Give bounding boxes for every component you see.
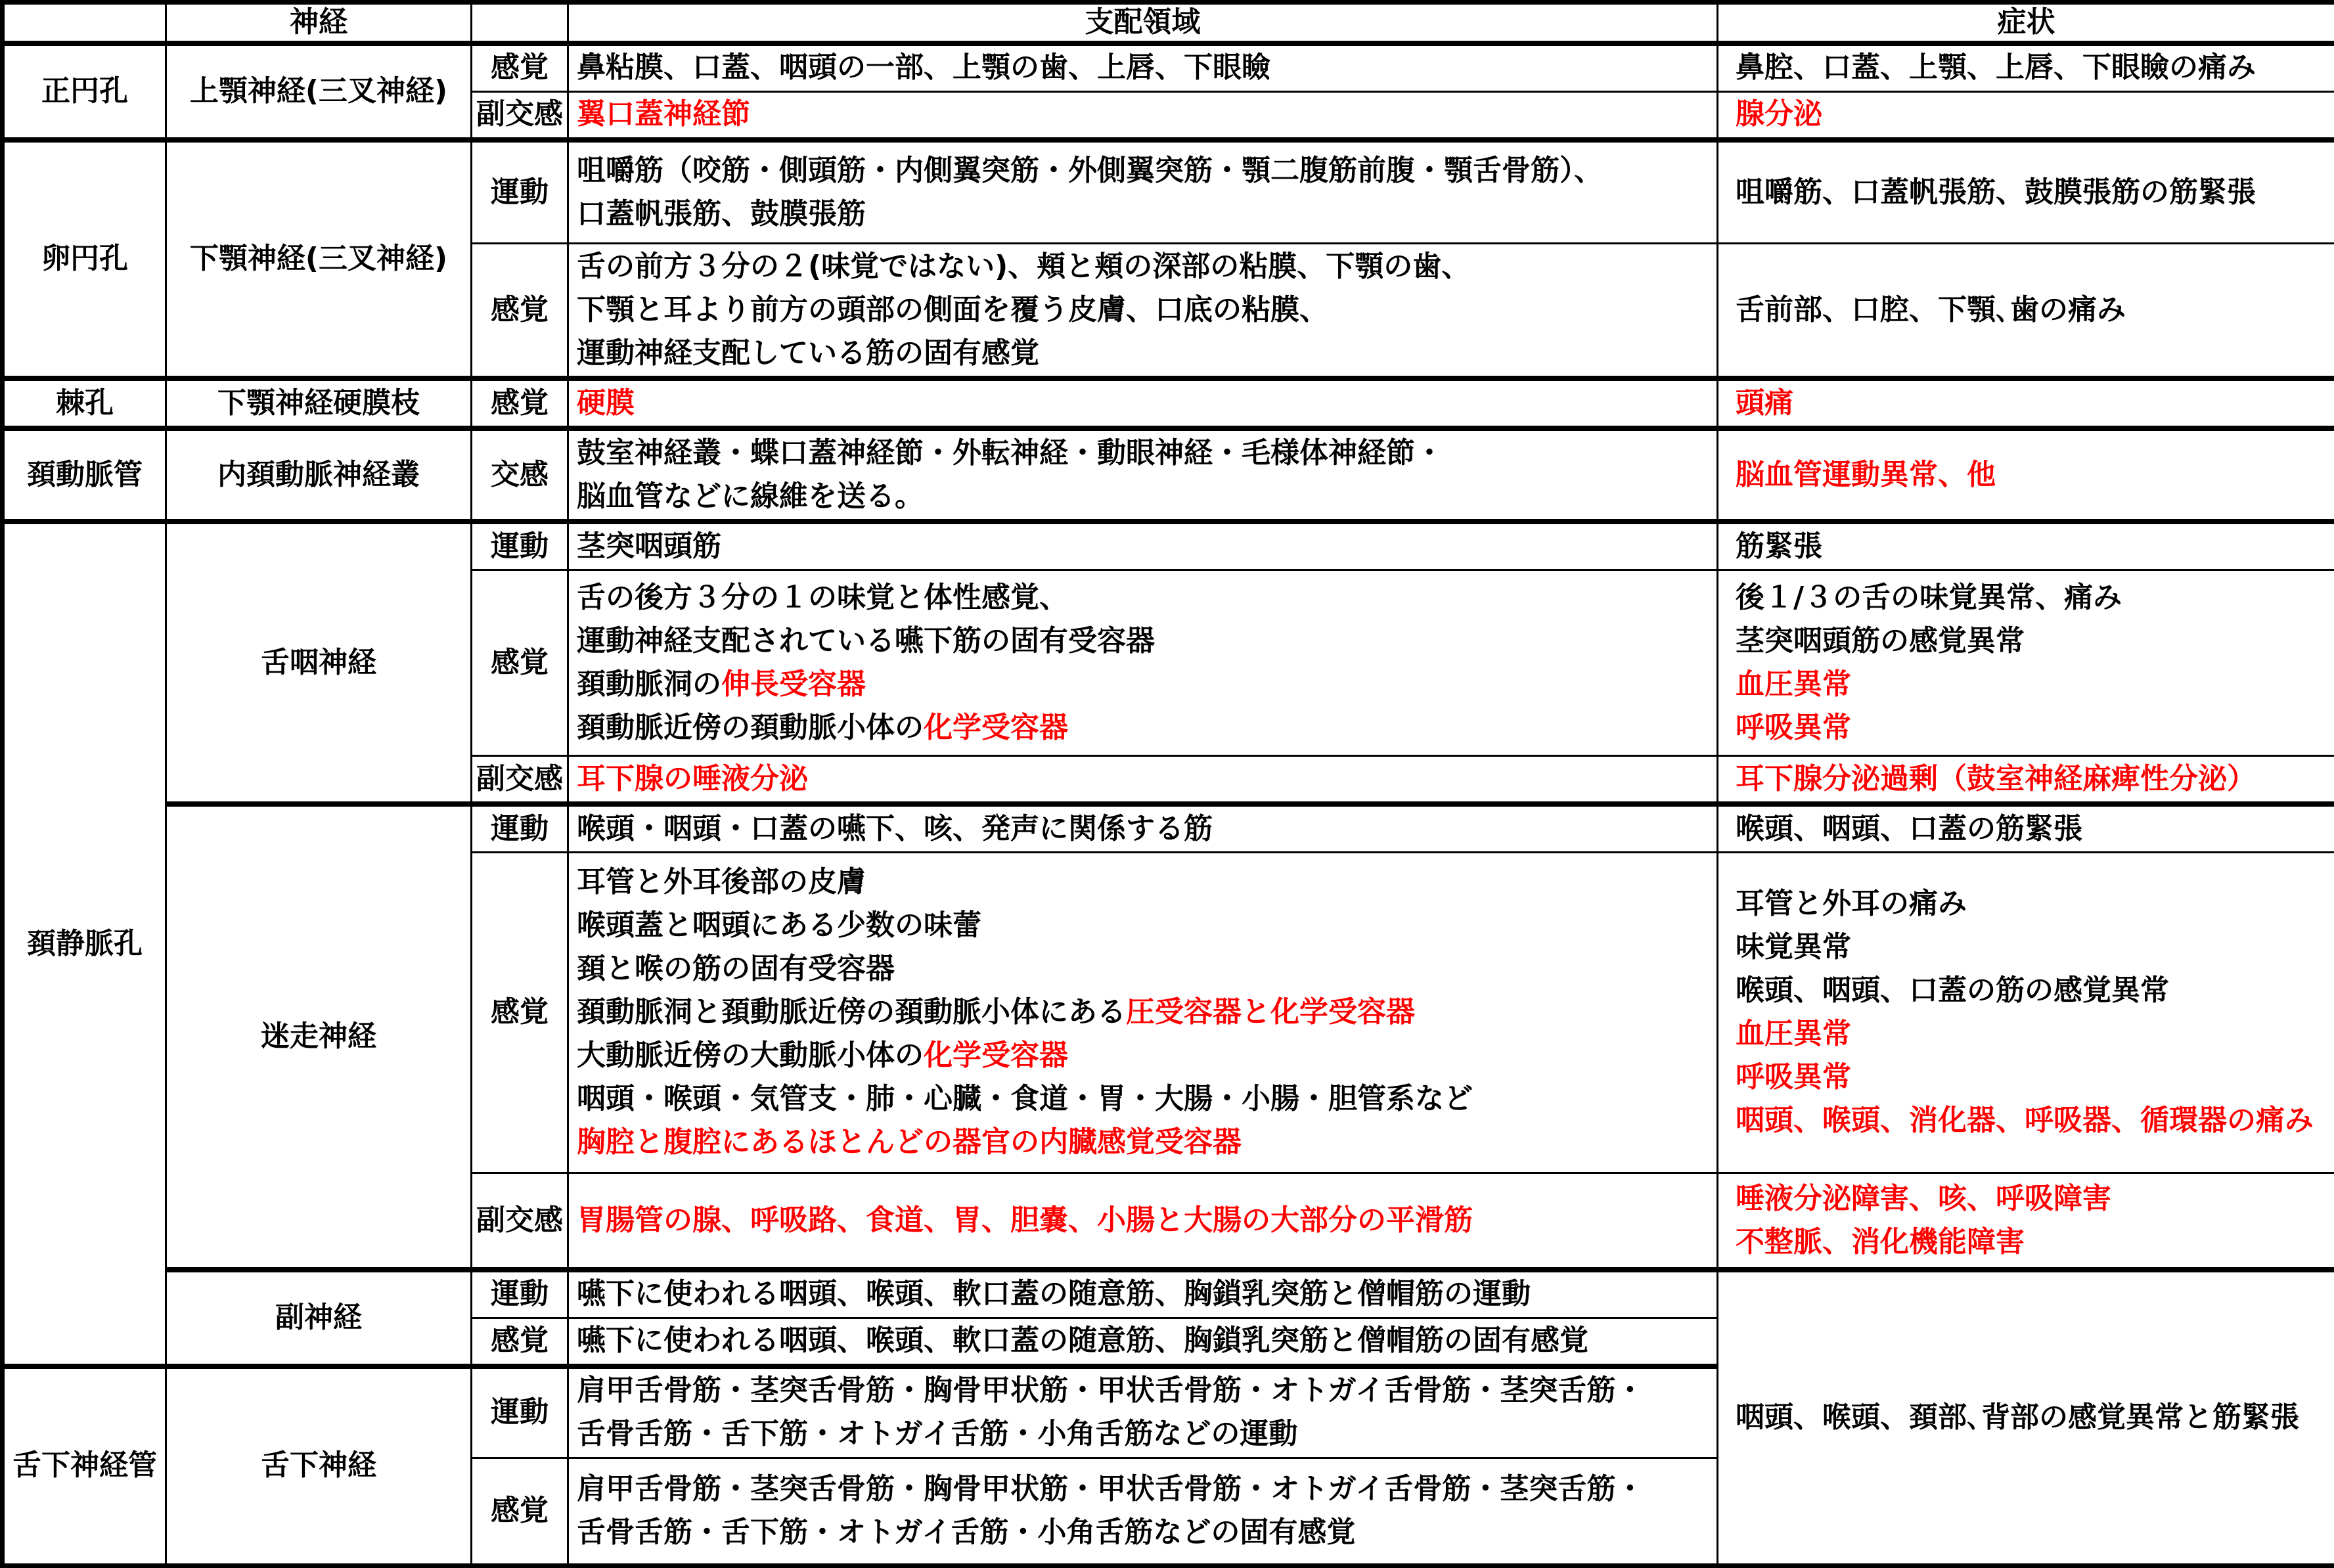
nerve-cell: 舌下神経: [166, 1366, 472, 1566]
table-row: [3, 1270, 2334, 1318]
type-cell: 感覚: [472, 43, 568, 92]
nerve-cell: 迷走神経: [166, 804, 472, 1270]
table-row: [3, 428, 2334, 522]
territory-cell: 鼻粘膜、口蓋、咽頭の一部、上顎の歯、上唇、下眼瞼: [568, 43, 1718, 92]
type-cell: 感覚: [472, 378, 568, 428]
table-row: [3, 804, 2334, 853]
territory-cell: 喉頭・咽頭・口蓋の嚥下、咳、発声に関係する筋: [568, 804, 1718, 853]
territory-cell: 硬膜: [568, 378, 1718, 428]
type-cell: 運動: [472, 804, 568, 853]
territory-cell: 耳管と外耳後部の皮膚 喉頭蓋と咽頭にある少数の味蕾 頚と喉の筋の固有受容器 頚動脈洞と頚動脈近傍の頚動脈小体にある 圧受容器と化学受容器 大動脈近傍の大動脈小体の 化学受容器 咽頭・喉頭・気管支・肺・心臓・食道・胃・大腸・小腸・胆管系など 胸腔と腹腔にあるほとんどの器官の内臓感覚受容器: [568, 853, 1718, 1173]
nerve-cell: 下顎神経(三叉神経): [166, 140, 472, 379]
type-cell: 感覚: [472, 570, 568, 756]
symptom-cell: 耳管と外耳の痛み 味覚異常 喉頭、咽頭、口蓋の筋の感覚異常 血圧異常 呼吸異常 咽頭、喉頭、消化器、呼吸器、循環器の痛み: [1718, 853, 2334, 1173]
table-row: [3, 43, 2334, 92]
header-territory: 支配領域: [568, 3, 1718, 43]
symptom-cell-merged: 咽頭、喉頭、頚部､背部の感覚異常と筋緊張: [1718, 1270, 2334, 1566]
territory-cell: 翼口蓋神経節: [568, 91, 1718, 140]
type-cell: 感覚: [472, 244, 568, 379]
territory-cell: 茎突咽頭筋: [568, 522, 1718, 570]
nerve-cell: 上顎神経(三叉神経): [166, 43, 472, 140]
symptom-cell: 頭痛: [1718, 378, 2334, 428]
header-foramen: [3, 3, 166, 43]
symptom-cell: 喉頭、咽頭、口蓋の筋緊張: [1718, 804, 2334, 853]
header-type: [472, 3, 568, 43]
type-cell: 副交感: [472, 91, 568, 140]
table-header-row: [3, 3, 2334, 43]
nerve-cell: 下顎神経硬膜枝: [166, 378, 472, 428]
type-cell: 感覚: [472, 1318, 568, 1366]
type-cell: 感覚: [472, 1458, 568, 1565]
symptom-cell: 脳血管運動異常、他: [1718, 428, 2334, 522]
territory-cell: 耳下腺の唾液分泌: [568, 756, 1718, 805]
territory-cell: 嚥下に使われる咽頭、喉頭、軟口蓋の随意筋、胸鎖乳突筋と僧帽筋の運動: [568, 1270, 1718, 1318]
foramen-cell: 正円孔: [3, 43, 166, 140]
type-cell: 感覚: [472, 853, 568, 1173]
territory-cell: 咀嚼筋（咬筋・側頭筋・内側翼突筋・外側翼突筋・顎二腹筋前腹・顎舌骨筋）、 口蓋帆張筋、鼓膜張筋: [568, 140, 1718, 244]
territory-cell: 鼓室神経叢・蝶口蓋神経節・外転神経・動眼神経・毛様体神経節・ 脳血管などに線維を送る。: [568, 428, 1718, 522]
nerve-cell: 副神経: [166, 1270, 472, 1366]
table-row: [3, 140, 2334, 244]
foramen-cell: 舌下神経管: [3, 1366, 166, 1566]
symptom-cell: 咀嚼筋、口蓋帆張筋、鼓膜張筋の筋緊張: [1718, 140, 2334, 244]
territory-cell: 舌の後方３分の１の味覚と体性感覚、 運動神経支配されている嚥下筋の固有受容器 頚動脈洞の 伸長受容器 頚動脈近傍の頚動脈小体の 化学受容器: [568, 570, 1718, 756]
type-cell: 運動: [472, 1366, 568, 1458]
nerve-cell: 舌咽神経: [166, 522, 472, 804]
symptom-cell: 鼻腔、口蓋、上顎、上唇、下眼瞼の痛み: [1718, 43, 2334, 92]
territory-cell: 舌の前方３分の２(味覚ではない)、頬と頬の深部の粘膜、下顎の歯、 下顎と耳より前方の頭部の側面を覆う皮膚、口底の粘膜、 運動神経支配している筋の固有感覚: [568, 244, 1718, 379]
foramen-cell: 頚動脈管: [3, 428, 166, 522]
type-cell: 運動: [472, 522, 568, 570]
type-cell: 副交感: [472, 1173, 568, 1270]
territory-cell: 嚥下に使われる咽頭、喉頭、軟口蓋の随意筋、胸鎖乳突筋と僧帽筋の固有感覚: [568, 1318, 1718, 1366]
symptom-cell: 筋緊張: [1718, 522, 2334, 570]
symptom-cell: 耳下腺分泌過剰（鼓室神経麻痺性分泌）: [1718, 756, 2334, 805]
table-row: [3, 378, 2334, 428]
symptom-cell: 腺分泌: [1718, 91, 2334, 140]
symptom-cell: 後１/３の舌の味覚異常、痛み 茎突咽頭筋の感覚異常 血圧異常 呼吸異常: [1718, 570, 2334, 756]
table-row: [3, 522, 2334, 570]
territory-cell: 胃腸管の腺、呼吸路、食道、胃、胆嚢、小腸と大腸の大部分の平滑筋: [568, 1173, 1718, 1270]
type-cell: 運動: [472, 140, 568, 244]
type-cell: 運動: [472, 1270, 568, 1318]
foramen-cell: 卵円孔: [3, 140, 166, 379]
nerve-cell: 内頚動脈神経叢: [166, 428, 472, 522]
header-symptom: 症状: [1718, 3, 2334, 43]
territory-cell: 肩甲舌骨筋・茎突舌骨筋・胸骨甲状筋・甲状舌骨筋・オトガイ舌骨筋・茎突舌筋・ 舌骨舌筋・舌下筋・オトガイ舌筋・小角舌筋などの固有感覚: [568, 1458, 1718, 1565]
territory-cell: 肩甲舌骨筋・茎突舌骨筋・胸骨甲状筋・甲状舌骨筋・オトガイ舌骨筋・茎突舌筋・ 舌骨舌筋・舌下筋・オトガイ舌筋・小角舌筋などの運動: [568, 1366, 1718, 1458]
symptom-cell: 舌前部、口腔、下顎､歯の痛み: [1718, 244, 2334, 379]
type-cell: 副交感: [472, 756, 568, 805]
header-nerve: 神経: [166, 3, 472, 43]
symptom-cell: 唾液分泌障害、咳、呼吸障害 不整脈、消化機能障害: [1718, 1173, 2334, 1270]
foramen-cell: 棘孔: [3, 378, 166, 428]
foramen-cell: 頚静脈孔: [3, 522, 166, 1366]
type-cell: 交感: [472, 428, 568, 522]
